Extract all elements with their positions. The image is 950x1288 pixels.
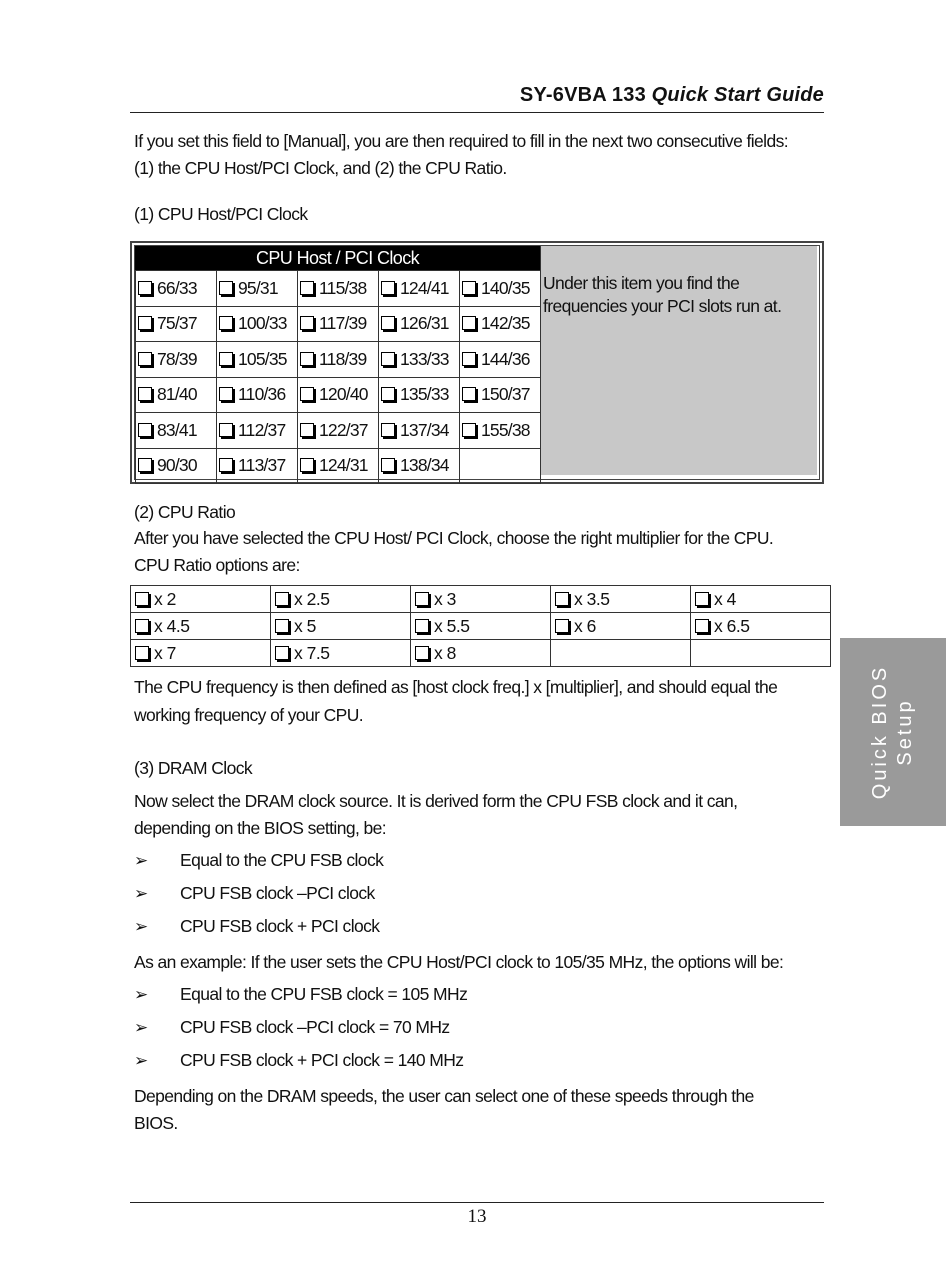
clock-option[interactable]	[379, 448, 460, 484]
clock-option[interactable]	[298, 413, 379, 449]
clock-option-label: 133/33	[400, 348, 449, 369]
checkbox-icon[interactable]	[695, 619, 709, 633]
intro-line-2: (1) the CPU Host/PCI Clock, and (2) the CPU Ratio.	[134, 158, 507, 178]
clock-option-label: 150/37	[481, 384, 530, 405]
bullet-arrow-icon: ➢	[134, 1051, 148, 1070]
clock-option-label: 122/37	[319, 419, 368, 440]
clock-table-title: CPU Host / PCI Clock	[135, 246, 540, 270]
ratio-option-label: x 7.5	[294, 642, 330, 663]
clock-option-label: 112/37	[238, 419, 286, 440]
section2-line-2: CPU Ratio options are:	[134, 555, 300, 575]
clock-option[interactable]	[217, 271, 298, 307]
table-row	[131, 613, 831, 640]
dram-option-label: CPU FSB clock –PCI clock	[180, 883, 375, 903]
dram-option-label: Equal to the CPU FSB clock	[180, 850, 384, 870]
example-option-label: CPU FSB clock –PCI clock = 70 MHz	[180, 1017, 450, 1037]
checkbox-icon[interactable]	[135, 646, 149, 660]
ratio-option	[551, 640, 691, 667]
clock-option[interactable]	[136, 342, 217, 378]
clock-option[interactable]	[217, 377, 298, 413]
table-row	[136, 448, 541, 484]
clock-option[interactable]	[379, 377, 460, 413]
clock-option-label: 75/37	[157, 313, 197, 334]
ratio-option	[691, 640, 831, 667]
clock-option[interactable]	[379, 413, 460, 449]
cpu-ratio-table	[130, 585, 831, 667]
checkbox-icon[interactable]	[275, 592, 289, 606]
ratio-option[interactable]	[131, 640, 271, 667]
clock-option[interactable]	[460, 271, 541, 307]
checkbox-icon[interactable]	[135, 592, 149, 606]
clock-option-label: 124/41	[400, 277, 449, 298]
ratio-option-label: x 2	[154, 588, 176, 609]
checkbox-icon[interactable]	[138, 423, 152, 437]
checkbox-icon[interactable]	[462, 316, 476, 330]
ratio-option-label: x 2.5	[294, 588, 330, 609]
clock-option-label: 142/35	[481, 313, 530, 334]
clock-option-label: 90/30	[157, 455, 197, 476]
table-row	[136, 342, 541, 378]
clock-option[interactable]	[217, 413, 298, 449]
clock-option[interactable]	[136, 448, 217, 484]
clock-option[interactable]	[460, 342, 541, 378]
clock-option-label: 118/39	[319, 348, 367, 369]
clock-note-text: Under this item you find the frequencies your PCI slots run at.	[543, 273, 782, 316]
header-model: SY-6VBA 133	[519, 84, 646, 106]
clock-note-panel	[540, 246, 817, 475]
freq-text-line-2: working frequency of your CPU.	[134, 705, 364, 725]
intro-line-1: If you set this field to [Manual], you are then required to fill in the next two consecutive fields:	[134, 131, 788, 151]
checkbox-icon[interactable]	[381, 387, 395, 401]
side-tab-line-2: Setup	[894, 698, 916, 766]
bullet-arrow-icon: ➢	[134, 985, 148, 1004]
side-tab-label	[868, 665, 918, 799]
dram-option	[134, 850, 383, 871]
clock-option-label: 120/40	[319, 384, 368, 405]
ratio-option[interactable]	[411, 586, 551, 613]
clock-option[interactable]	[298, 448, 379, 484]
section1-heading: (1) CPU Host/PCI Clock	[134, 204, 308, 224]
bullet-arrow-icon: ➢	[134, 917, 148, 936]
example-text: As an example: If the user sets the CPU Host/PCI clock to 105/35 MHz, the options will be:	[134, 952, 784, 972]
clock-option-label: 135/33	[400, 384, 449, 405]
bullet-arrow-icon: ➢	[134, 851, 148, 870]
side-tab	[840, 638, 946, 826]
footer-rule	[130, 1202, 824, 1203]
clock-option[interactable]	[460, 306, 541, 342]
clock-option-label: 105/35	[238, 348, 287, 369]
checkbox-icon[interactable]	[462, 423, 476, 437]
table-row	[136, 306, 541, 342]
checkbox-icon[interactable]	[275, 646, 289, 660]
ratio-option[interactable]	[691, 613, 831, 640]
page-number: 13	[467, 1206, 487, 1227]
section3-intro-2: depending on the BIOS setting, be:	[134, 818, 387, 838]
clock-option-label: 117/39	[319, 313, 367, 334]
ratio-option[interactable]	[131, 586, 271, 613]
checkbox-icon[interactable]	[300, 423, 314, 437]
checkbox-icon[interactable]	[462, 352, 476, 366]
ratio-option-label: x 3.5	[574, 588, 610, 609]
clock-option-label: 83/41	[157, 419, 197, 440]
table-row	[131, 640, 831, 667]
ratio-option-label: x 8	[434, 642, 456, 663]
checkbox-icon[interactable]	[415, 619, 429, 633]
ratio-option[interactable]	[551, 613, 691, 640]
checkbox-icon[interactable]	[381, 352, 395, 366]
example-option-label: Equal to the CPU FSB clock = 105 MHz	[180, 984, 468, 1004]
ratio-option[interactable]	[271, 613, 411, 640]
checkbox-icon[interactable]	[138, 352, 152, 366]
example-option-label: CPU FSB clock + PCI clock = 140 MHz	[180, 1050, 464, 1070]
ratio-option[interactable]	[691, 586, 831, 613]
clock-option-label: 78/39	[157, 348, 197, 369]
dram-option	[134, 883, 375, 904]
clock-option[interactable]	[217, 342, 298, 378]
checkbox-icon[interactable]	[695, 592, 709, 606]
example-option	[134, 1050, 463, 1071]
clock-option-label: 115/38	[319, 277, 367, 298]
freq-text-line-1: The CPU frequency is then defined as [host clock freq.] x [multiplier], and should equal the	[134, 677, 778, 697]
checkbox-icon[interactable]	[219, 387, 233, 401]
clock-option-label: 95/31	[238, 277, 278, 298]
clock-option[interactable]	[217, 448, 298, 484]
ratio-option[interactable]	[271, 586, 411, 613]
page-header	[130, 84, 824, 107]
clock-option[interactable]	[460, 377, 541, 413]
ratio-option-label: x 6.5	[714, 615, 750, 636]
ratio-option-label: x 3	[434, 588, 456, 609]
checkbox-icon[interactable]	[415, 592, 429, 606]
checkbox-icon[interactable]	[135, 619, 149, 633]
bullet-arrow-icon: ➢	[134, 1018, 148, 1037]
example-option	[134, 1017, 450, 1038]
clock-option-label: 126/31	[400, 313, 449, 334]
table-row	[136, 271, 541, 307]
clock-option[interactable]	[379, 306, 460, 342]
checkbox-icon[interactable]	[138, 281, 152, 295]
clock-option[interactable]	[136, 271, 217, 307]
checkbox-icon[interactable]	[138, 316, 152, 330]
table-row	[131, 586, 831, 613]
clock-option[interactable]	[136, 306, 217, 342]
section2-line-1: After you have selected the CPU Host/ PCI Clock, choose the right multiplier for the CPU.	[134, 528, 774, 548]
cpu-clock-table	[130, 241, 824, 484]
ratio-option-label: x 5	[294, 615, 316, 636]
clock-option-label: 155/38	[481, 419, 530, 440]
closing-line-2: BIOS.	[134, 1113, 178, 1133]
ratio-option-label: x 5.5	[434, 615, 470, 636]
ratio-option-label: x 7	[154, 642, 176, 663]
bullet-arrow-icon: ➢	[134, 884, 148, 903]
clock-option[interactable]	[379, 342, 460, 378]
header-rule	[130, 112, 824, 113]
clock-option[interactable]	[298, 271, 379, 307]
clock-option-label: 124/31	[319, 455, 368, 476]
checkbox-icon[interactable]	[555, 592, 569, 606]
checkbox-icon[interactable]	[300, 387, 314, 401]
checkbox-icon[interactable]	[300, 458, 314, 472]
dram-option-label: CPU FSB clock + PCI clock	[180, 916, 380, 936]
checkbox-icon[interactable]	[555, 619, 569, 633]
dram-option	[134, 916, 379, 937]
clock-option[interactable]	[136, 413, 217, 449]
ratio-option[interactable]	[551, 586, 691, 613]
checkbox-icon[interactable]	[300, 316, 314, 330]
clock-option-label: 140/35	[481, 277, 530, 298]
ratio-option[interactable]	[411, 640, 551, 667]
clock-option-label: 81/40	[157, 384, 197, 405]
table-row	[136, 413, 541, 449]
checkbox-icon[interactable]	[138, 458, 152, 472]
example-option	[134, 984, 467, 1005]
clock-option[interactable]	[136, 377, 217, 413]
checkbox-icon[interactable]	[462, 387, 476, 401]
ratio-option[interactable]	[411, 613, 551, 640]
checkbox-icon[interactable]	[138, 387, 152, 401]
checkbox-icon[interactable]	[381, 423, 395, 437]
checkbox-icon[interactable]	[381, 458, 395, 472]
clock-option-label: 144/36	[481, 348, 530, 369]
clock-option[interactable]	[217, 306, 298, 342]
ratio-option-label: x 6	[574, 615, 596, 636]
checkbox-icon[interactable]	[219, 423, 233, 437]
clock-option-label: 138/34	[400, 455, 449, 476]
checkbox-icon[interactable]	[381, 316, 395, 330]
clock-option-label: 66/33	[157, 277, 197, 298]
section3-intro-1: Now select the DRAM clock source. It is derived form the CPU FSB clock and it can,	[134, 791, 738, 811]
checkbox-icon[interactable]	[300, 281, 314, 295]
clock-option-label: 137/34	[400, 419, 449, 440]
checkbox-icon[interactable]	[219, 458, 233, 472]
ratio-option[interactable]	[131, 613, 271, 640]
checkbox-icon[interactable]	[219, 316, 233, 330]
checkbox-icon[interactable]	[300, 352, 314, 366]
clock-option[interactable]	[460, 413, 541, 449]
section2-heading: (2) CPU Ratio	[134, 502, 236, 522]
clock-option	[460, 448, 541, 484]
clock-option-label: 110/36	[238, 384, 286, 405]
clock-option[interactable]	[379, 271, 460, 307]
table-row	[136, 377, 541, 413]
checkbox-icon[interactable]	[415, 646, 429, 660]
section3-heading: (3) DRAM Clock	[134, 758, 252, 778]
side-tab-line-1: Quick BIOS	[869, 664, 891, 800]
checkbox-icon[interactable]	[219, 352, 233, 366]
closing-line-1: Depending on the DRAM speeds, the user can select one of these speeds through the	[134, 1086, 754, 1106]
ratio-option-label: x 4	[714, 588, 736, 609]
clock-option[interactable]	[298, 342, 379, 378]
ratio-option-label: x 4.5	[154, 615, 190, 636]
checkbox-icon[interactable]	[219, 281, 233, 295]
checkbox-icon[interactable]	[381, 281, 395, 295]
clock-option-label: 100/33	[238, 313, 287, 334]
clock-option-label: 113/37	[238, 455, 286, 476]
clock-option[interactable]	[298, 377, 379, 413]
checkbox-icon[interactable]	[275, 619, 289, 633]
header-guide: Quick Start Guide	[651, 84, 824, 106]
ratio-option[interactable]	[271, 640, 411, 667]
clock-grid	[135, 270, 541, 484]
checkbox-icon[interactable]	[462, 281, 476, 295]
clock-option[interactable]	[298, 306, 379, 342]
